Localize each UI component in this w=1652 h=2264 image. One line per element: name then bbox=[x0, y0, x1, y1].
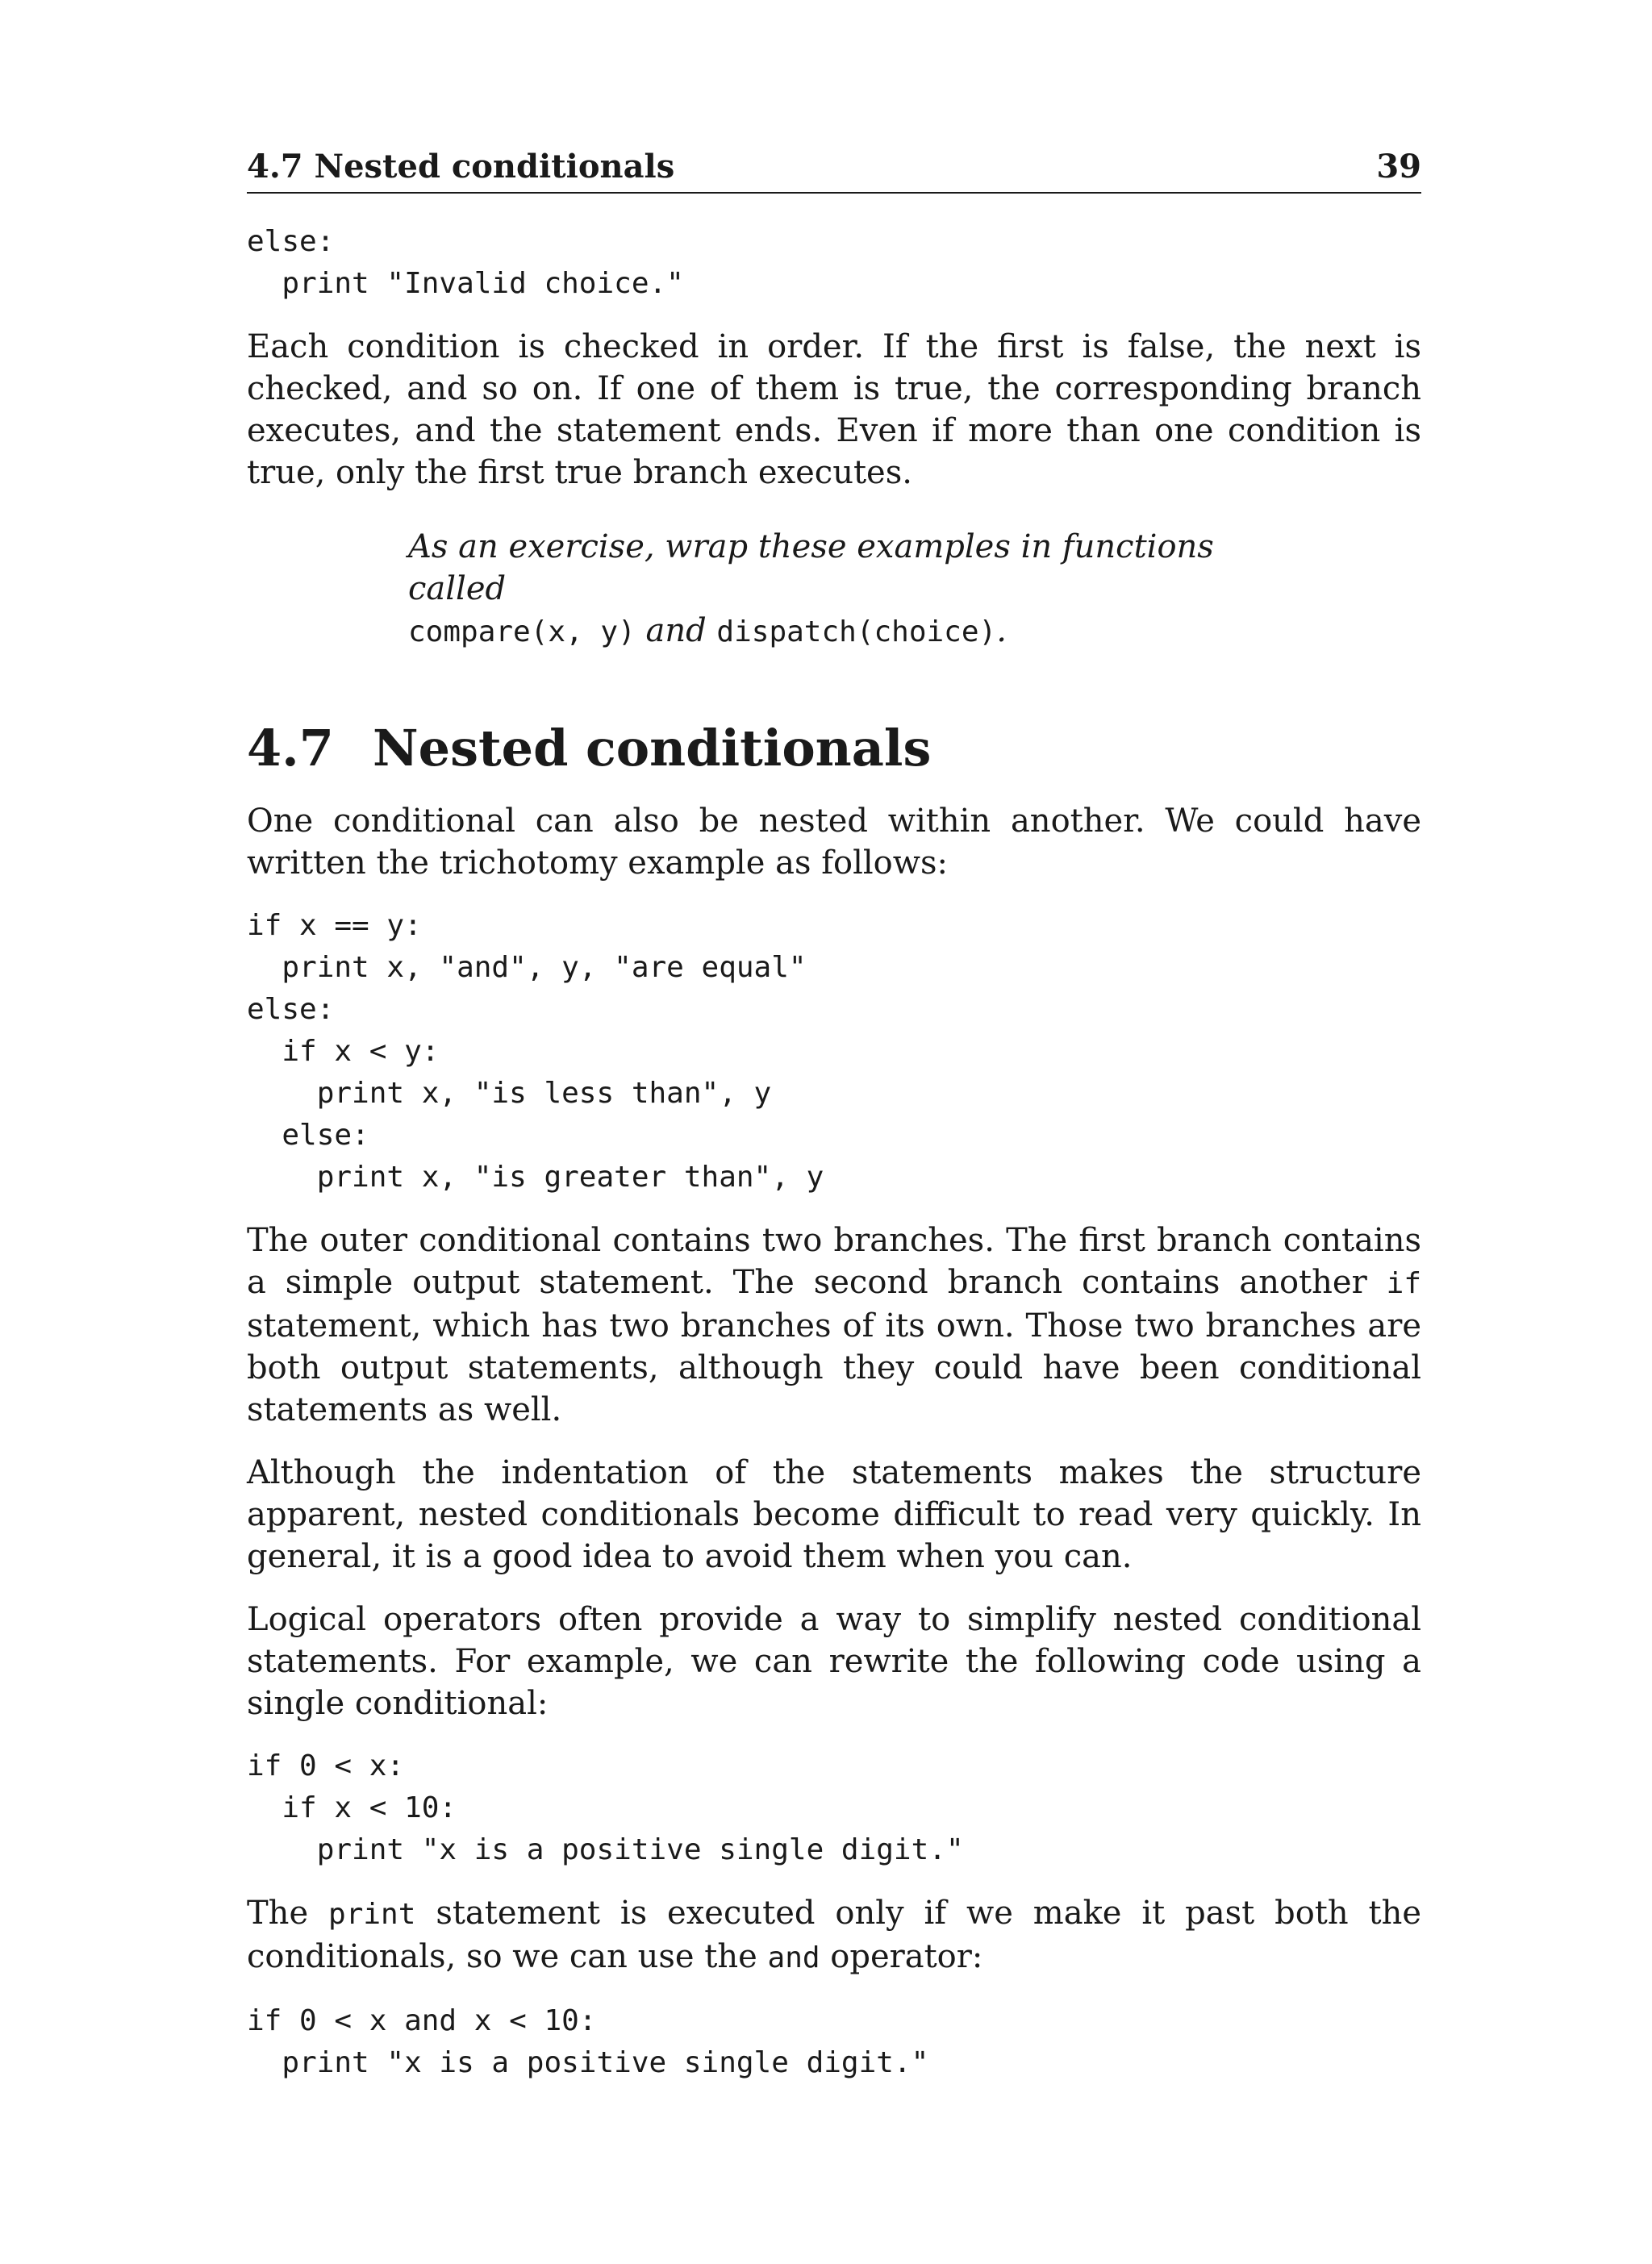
running-head bbox=[247, 145, 1421, 194]
paragraph-logical-operators: Logical operators often provide a way to simplify nested conditional statements. For example, we can rewrite the following code using a single conditional: bbox=[247, 1601, 1421, 1722]
para3-after: statement, which has two branches of its own. Those two branches are both output statements, although they could have been conditional statements as well. bbox=[247, 1307, 1421, 1428]
para3-before: The outer conditional contains two branches. The first branch contains a simple output statement. The second branch contains another bbox=[247, 1222, 1421, 1301]
section-title: Nested conditionals bbox=[373, 719, 932, 778]
page-number: 39 bbox=[1376, 148, 1421, 186]
running-head-title: 4.7 Nested conditionals bbox=[247, 148, 675, 186]
exercise-and: and bbox=[645, 612, 707, 649]
exercise-code-compare: compare(x, y) bbox=[408, 615, 636, 648]
paragraph-outer-conditional bbox=[247, 1220, 1421, 1431]
para6-code-and: and bbox=[767, 1941, 820, 1974]
code-block-and-operator: if 0 < x and x < 10: print "x is a positive single digit." bbox=[247, 2004, 929, 2079]
paragraph-indentation: Although the indentation of the statements makes the structure apparent, nested conditionals become difficult to read very quickly. In general, it is a good idea to avoid them when you can. bbox=[247, 1454, 1421, 1575]
paragraph-print-statement bbox=[247, 1892, 1421, 1979]
exercise-end: . bbox=[996, 612, 1007, 649]
paragraph-nested-intro: One conditional can also be nested within another. We could have written the trichotomy example as follows: bbox=[247, 803, 1421, 882]
exercise-code-dispatch: dispatch(choice) bbox=[716, 615, 997, 648]
para3-code-if: if bbox=[1386, 1267, 1422, 1300]
exercise-note bbox=[408, 526, 1263, 653]
para6-after: operator: bbox=[830, 1938, 983, 1975]
code-block-nested: if x == y: print x, "and", y, "are equal" else: if x < y: print x, "is less than", y else: print x, "is greater than", y bbox=[247, 909, 824, 1194]
paragraph-condition-order: Each condition is checked in order. If the first is false, the next is checked, and so on. If one of them is true, the corresponding branch executes, and the statement ends. Even if more than one condition is true, only the first true branch executes. bbox=[247, 328, 1421, 491]
para6-middle: statement is executed only if we make it past both the conditionals, so we can use the bbox=[247, 1895, 1422, 1975]
section-heading bbox=[247, 719, 1421, 778]
section-number: 4.7 bbox=[247, 719, 334, 778]
exercise-text: As an exercise, wrap these examples in functions called bbox=[408, 528, 1214, 607]
page bbox=[247, 145, 1421, 2084]
code-block-single-digit: if 0 < x: if x < 10: print "x is a positive single digit." bbox=[247, 1749, 964, 1866]
para6-before: The bbox=[247, 1895, 309, 1932]
code-block-else: else: print "Invalid choice." bbox=[247, 225, 684, 300]
para6-code-print: print bbox=[328, 1898, 416, 1931]
